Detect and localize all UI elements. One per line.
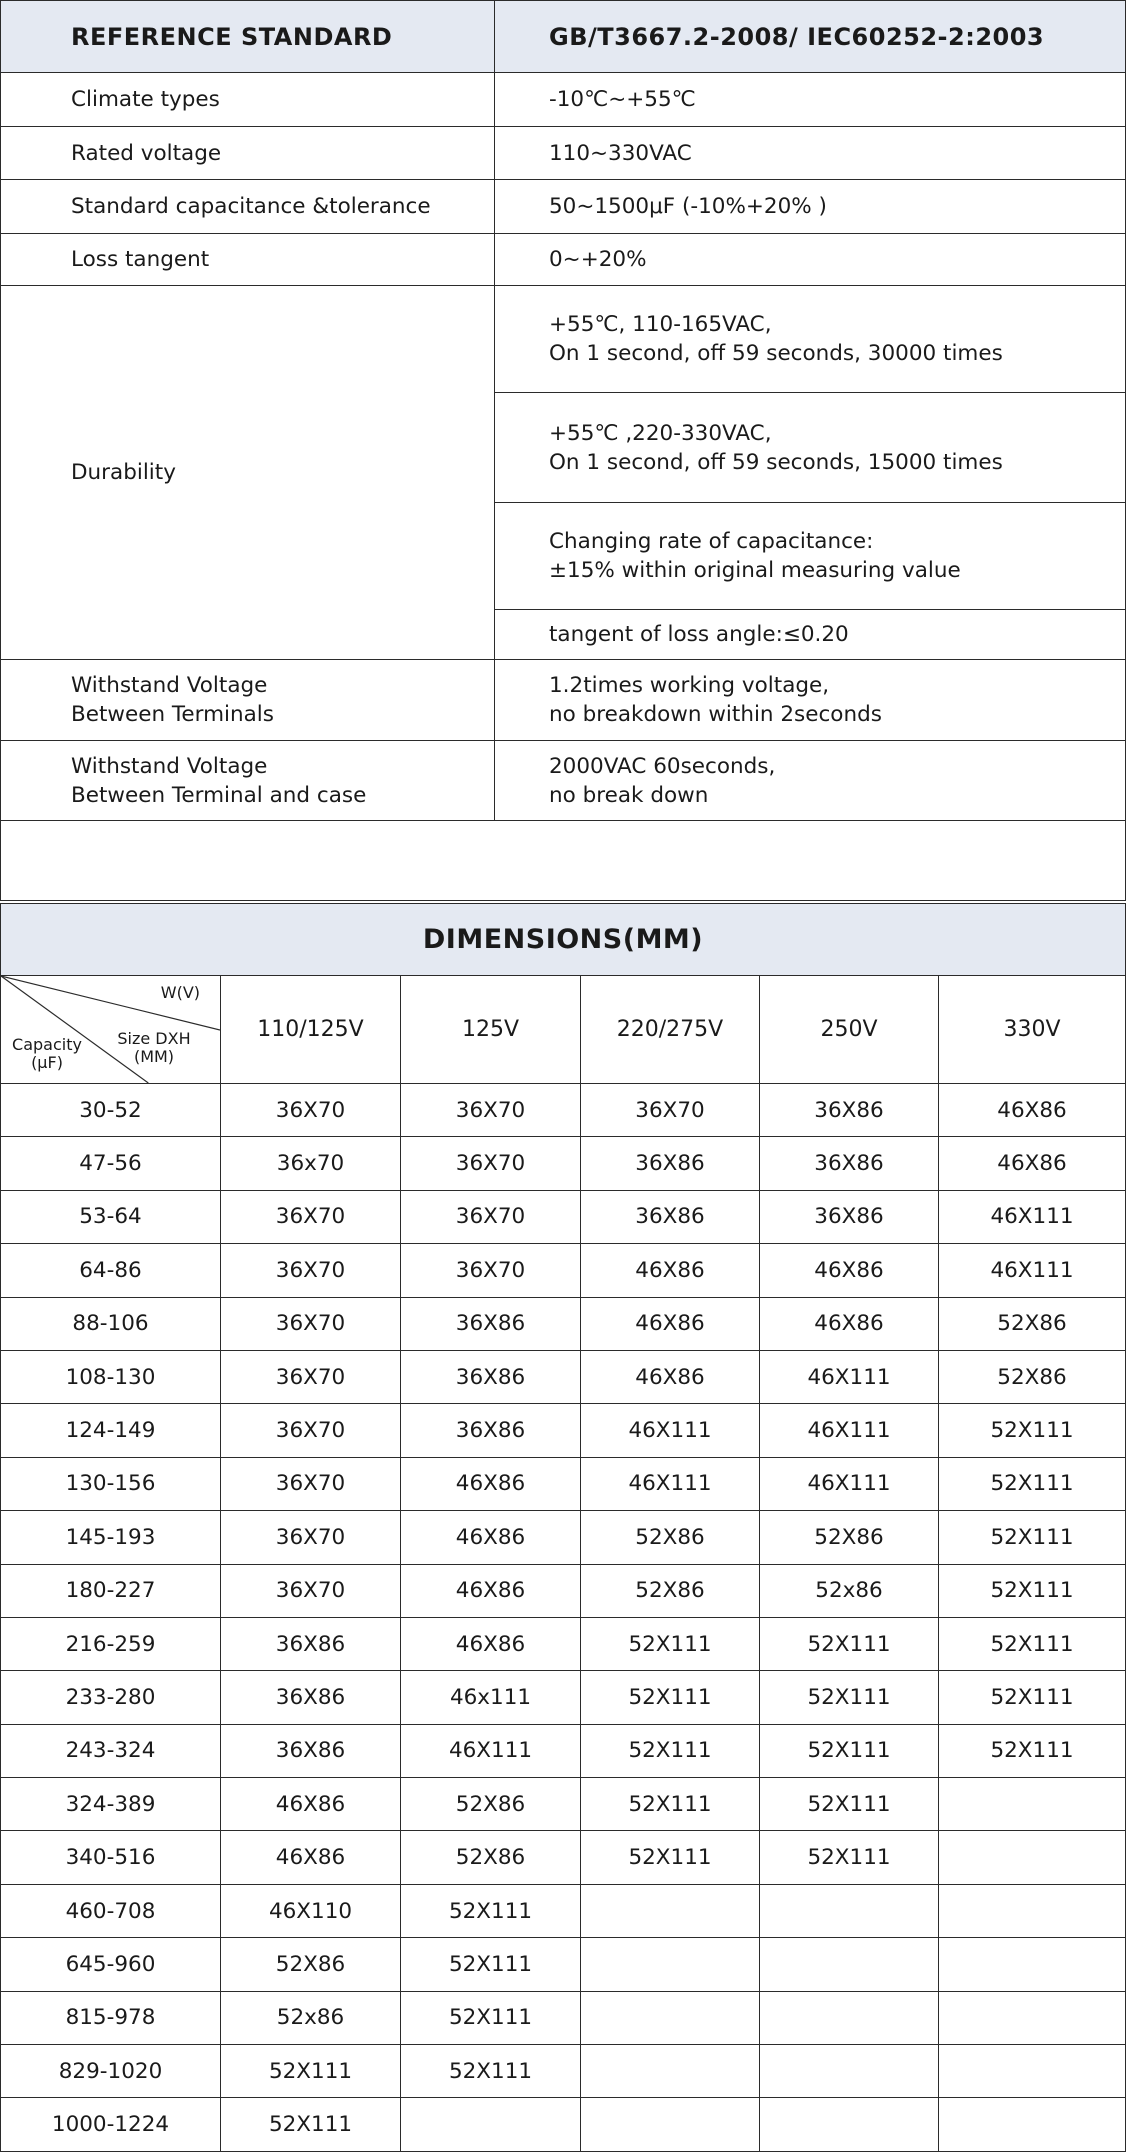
table-row — [1, 1617, 1126, 1670]
capacity-cell: 460-708 — [1, 1884, 221, 1937]
size-cell: 46X111 — [760, 1350, 939, 1403]
size-cell: 46X86 — [221, 1778, 401, 1831]
size-cell: 36X86 — [760, 1084, 939, 1137]
withstand-row — [1, 660, 1126, 741]
size-cell: 46X86 — [401, 1617, 581, 1670]
voltage-column-header: 250V — [760, 976, 939, 1084]
size-cell: 46X86 — [939, 1084, 1126, 1137]
withstand-label — [1, 660, 495, 741]
size-cell: 52X111 — [221, 2045, 401, 2098]
size-cell: 36X70 — [221, 1297, 401, 1350]
spec-value: 50~1500μF (-10%+20% ) — [495, 180, 1126, 234]
durability-text: +55℃ ,220-330VAC, — [549, 420, 772, 446]
size-cell: 52X111 — [581, 1724, 760, 1777]
size-cell — [939, 1884, 1126, 1937]
size-cell: 36X70 — [401, 1190, 581, 1243]
size-cell: 52X86 — [760, 1511, 939, 1564]
size-cell: 36x70 — [221, 1137, 401, 1190]
capacity-label-line: Capacity — [12, 1035, 82, 1054]
size-cell: 36X86 — [401, 1350, 581, 1403]
spec-label: Standard capacitance &tolerance — [1, 180, 495, 234]
size-cell: 36X86 — [581, 1190, 760, 1243]
size-cell: 46X111 — [581, 1404, 760, 1457]
durability-label: Durability — [1, 286, 495, 660]
durability-text: Changing rate of capacitance: — [549, 529, 874, 554]
capacity-cell: 829-1020 — [1, 2045, 221, 2098]
durability-row — [1, 286, 1126, 393]
capacity-cell: 1000-1224 — [1, 2098, 221, 2151]
size-cell: 36X70 — [221, 1511, 401, 1564]
table-row — [1, 1724, 1126, 1777]
capacity-cell: 88-106 — [1, 1297, 221, 1350]
table-row — [1, 1564, 1126, 1617]
table-row — [1, 1511, 1126, 1564]
size-cell: 36X70 — [221, 1457, 401, 1510]
size-cell: 46X86 — [939, 1137, 1126, 1190]
size-cell — [581, 2098, 760, 2151]
size-cell: 36X70 — [221, 1564, 401, 1617]
size-cell — [581, 1991, 760, 2044]
size-cell: 46X111 — [581, 1457, 760, 1510]
durability-text: +55℃, 110-165VAC, — [549, 312, 772, 337]
capacity-cell: 130-156 — [1, 1457, 221, 1510]
size-cell: 46X86 — [401, 1511, 581, 1564]
spec-label: Loss tangent — [1, 234, 495, 286]
size-cell: 36X70 — [221, 1350, 401, 1403]
size-cell: 52X111 — [760, 1831, 939, 1884]
withstand-label-line: Between Terminals — [71, 702, 274, 727]
size-cell — [939, 1991, 1126, 2044]
size-cell: 46X86 — [760, 1244, 939, 1297]
size-cell: 52X111 — [401, 1938, 581, 1991]
size-cell: 36X86 — [221, 1617, 401, 1670]
spec-row — [1, 127, 1126, 180]
size-cell: 36X70 — [221, 1084, 401, 1137]
voltage-column-header: 110/125V — [221, 976, 401, 1084]
size-cell: 36X70 — [401, 1084, 581, 1137]
size-cell: 52X111 — [939, 1724, 1126, 1777]
spec-header-row — [1, 1, 1126, 73]
size-cell: 52X111 — [939, 1671, 1126, 1724]
size-cell: 36X86 — [760, 1137, 939, 1190]
size-cell: 46X111 — [760, 1457, 939, 1510]
capacity-cell: 64-86 — [1, 1244, 221, 1297]
withstand-label — [1, 741, 495, 821]
size-cell: 36X86 — [760, 1190, 939, 1243]
withstand-value-line: no breakdown within 2seconds — [549, 702, 882, 727]
durability-item — [495, 393, 1126, 503]
voltage-column-header: 125V — [401, 976, 581, 1084]
size-label-line: (MM) — [133, 1047, 175, 1066]
size-cell: 36X70 — [221, 1404, 401, 1457]
table-row — [1, 1084, 1126, 1137]
capacity-cell: 180-227 — [1, 1564, 221, 1617]
size-cell — [581, 1938, 760, 1991]
size-cell — [939, 1831, 1126, 1884]
spec-row — [1, 180, 1126, 234]
durability-item — [495, 503, 1126, 610]
capacity-axis-label — [5, 1036, 89, 1072]
capacity-cell: 145-193 — [1, 1511, 221, 1564]
size-cell: 52X111 — [760, 1671, 939, 1724]
capacity-cell: 340-516 — [1, 1831, 221, 1884]
size-cell — [760, 1991, 939, 2044]
spec-header-right: GB/T3667.2-2008/ IEC60252-2:2003 — [495, 1, 1126, 73]
size-cell: 52x86 — [221, 1991, 401, 2044]
capacity-cell: 216-259 — [1, 1617, 221, 1670]
durability-text: tangent of loss angle:≤0.20 — [549, 622, 849, 647]
size-cell — [939, 1938, 1126, 1991]
table-row — [1, 1137, 1126, 1190]
size-cell: 52X111 — [939, 1457, 1126, 1510]
size-cell: 46X86 — [581, 1244, 760, 1297]
size-cell — [760, 1938, 939, 1991]
size-cell: 46X111 — [939, 1190, 1126, 1243]
withstand-value — [495, 741, 1126, 821]
spec-value: -10℃~+55℃ — [495, 73, 1126, 127]
specification-table — [0, 0, 1126, 901]
size-cell: 52X111 — [939, 1564, 1126, 1617]
size-cell: 36X70 — [221, 1190, 401, 1243]
size-cell — [760, 2045, 939, 2098]
dimensions-title-row — [1, 904, 1126, 976]
size-cell: 52X111 — [401, 2045, 581, 2098]
size-cell: 52X111 — [581, 1671, 760, 1724]
size-cell: 52X111 — [401, 1884, 581, 1937]
size-cell: 52X86 — [581, 1564, 760, 1617]
size-cell — [760, 2098, 939, 2151]
withstand-label-line: Withstand Voltage — [71, 753, 268, 779]
durability-text: On 1 second, off 59 seconds, 15000 times — [549, 449, 1003, 475]
size-cell: 46X86 — [760, 1297, 939, 1350]
size-cell: 52X111 — [760, 1617, 939, 1670]
capacity-cell: 324-389 — [1, 1778, 221, 1831]
durability-item — [495, 610, 1126, 660]
table-row — [1, 1831, 1126, 1884]
size-cell: 52x86 — [760, 1564, 939, 1617]
size-cell: 46X110 — [221, 1884, 401, 1937]
table-row — [1, 1778, 1126, 1831]
dimensions-body — [1, 1084, 1126, 2152]
size-cell: 36X86 — [581, 1137, 760, 1190]
durability-text: On 1 second, off 59 seconds, 30000 times — [549, 341, 1003, 366]
size-cell: 36X86 — [401, 1297, 581, 1350]
size-cell — [939, 2045, 1126, 2098]
size-cell: 46X111 — [939, 1244, 1126, 1297]
spacer-cell — [1, 821, 1126, 901]
size-cell — [581, 1884, 760, 1937]
size-cell: 52X111 — [760, 1724, 939, 1777]
size-cell: 36X70 — [401, 1137, 581, 1190]
size-cell: 46X86 — [401, 1564, 581, 1617]
size-cell: 52X86 — [401, 1831, 581, 1884]
table-row — [1, 2045, 1126, 2098]
capacity-cell: 645-960 — [1, 1938, 221, 1991]
voltage-axis-label: W(V) — [160, 983, 200, 1002]
size-cell: 52X111 — [581, 1617, 760, 1670]
size-label-line: Size DXH — [117, 1029, 191, 1048]
table-row — [1, 1991, 1126, 2044]
table-row — [1, 1190, 1126, 1243]
size-cell: 46X111 — [760, 1404, 939, 1457]
spec-value: 0~+20% — [495, 234, 1126, 286]
size-cell: 52X86 — [939, 1297, 1126, 1350]
size-cell: 36X70 — [221, 1244, 401, 1297]
size-cell: 52X86 — [939, 1350, 1126, 1403]
size-axis-label — [104, 1030, 204, 1066]
capacity-cell: 124-149 — [1, 1404, 221, 1457]
dimensions-table — [0, 903, 1126, 2152]
table-row — [1, 1671, 1126, 1724]
size-cell: 36X70 — [581, 1084, 760, 1137]
size-cell: 36X86 — [221, 1724, 401, 1777]
voltage-column-header: 220/275V — [581, 976, 760, 1084]
size-cell: 52X111 — [939, 1617, 1126, 1670]
durability-item — [495, 286, 1126, 393]
size-cell — [401, 2098, 581, 2151]
voltage-column-header: 330V — [939, 976, 1126, 1084]
withstand-value — [495, 660, 1126, 741]
capacity-cell: 815-978 — [1, 1991, 221, 2044]
withstand-label-line: Between Terminal and case — [71, 782, 367, 808]
size-cell: 52X86 — [401, 1778, 581, 1831]
corner-header-cell — [1, 976, 221, 1084]
capacity-cell: 243-324 — [1, 1724, 221, 1777]
table-row — [1, 1404, 1126, 1457]
spacer-row — [1, 821, 1126, 901]
size-cell: 46X86 — [401, 1457, 581, 1510]
table-row — [1, 1297, 1126, 1350]
withstand-label-line: Withstand Voltage — [71, 673, 268, 698]
size-cell: 36X86 — [221, 1671, 401, 1724]
size-cell: 46X86 — [581, 1350, 760, 1403]
size-cell: 52X111 — [760, 1778, 939, 1831]
dimensions-column-header-row — [1, 976, 1126, 1084]
withstand-value-line: 1.2times working voltage, — [549, 673, 830, 698]
withstand-value-line: no break down — [549, 782, 709, 808]
spec-label: Rated voltage — [1, 127, 495, 180]
table-row — [1, 1350, 1126, 1403]
table-row — [1, 1244, 1126, 1297]
spec-header-left: REFERENCE STANDARD — [1, 1, 495, 73]
size-cell: 52X111 — [221, 2098, 401, 2151]
size-cell: 46X86 — [581, 1297, 760, 1350]
durability-text: ±15% within original measuring value — [549, 558, 961, 583]
table-row — [1, 1884, 1126, 1937]
size-cell — [760, 1884, 939, 1937]
capacity-cell: 53-64 — [1, 1190, 221, 1243]
dimensions-title: DIMENSIONS(MM) — [1, 904, 1126, 976]
withstand-value-line: 2000VAC 60seconds, — [549, 753, 776, 779]
size-cell — [939, 2098, 1126, 2151]
size-cell: 46X86 — [221, 1831, 401, 1884]
capacity-cell: 47-56 — [1, 1137, 221, 1190]
size-cell: 52X111 — [401, 1991, 581, 2044]
size-cell: 36X86 — [401, 1404, 581, 1457]
spec-label: Climate types — [1, 73, 495, 127]
size-cell: 52X111 — [939, 1404, 1126, 1457]
size-cell: 52X111 — [581, 1778, 760, 1831]
spec-value: 110~330VAC — [495, 127, 1126, 180]
size-cell — [581, 2045, 760, 2098]
table-row — [1, 1938, 1126, 1991]
spec-row — [1, 73, 1126, 127]
size-cell: 46X111 — [401, 1724, 581, 1777]
size-cell: 52X86 — [581, 1511, 760, 1564]
table-row — [1, 2098, 1126, 2151]
size-cell: 52X86 — [221, 1938, 401, 1991]
capacity-cell: 108-130 — [1, 1350, 221, 1403]
capacity-cell: 30-52 — [1, 1084, 221, 1137]
capacity-cell: 233-280 — [1, 1671, 221, 1724]
size-cell: 52X111 — [939, 1511, 1126, 1564]
size-cell — [939, 1778, 1126, 1831]
size-cell: 52X111 — [581, 1831, 760, 1884]
capacity-label-line: (μF) — [31, 1053, 63, 1072]
table-row — [1, 1457, 1126, 1510]
spec-row — [1, 234, 1126, 286]
size-cell: 46x111 — [401, 1671, 581, 1724]
withstand-row — [1, 741, 1126, 821]
size-cell: 36X70 — [401, 1244, 581, 1297]
